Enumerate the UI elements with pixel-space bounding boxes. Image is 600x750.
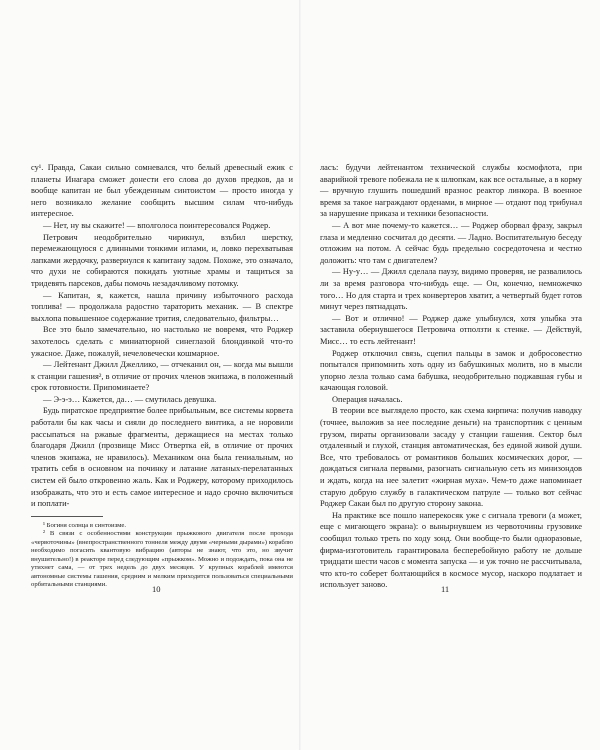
book-gutter [299,0,301,750]
left-paragraph-2: — Нет, ну вы скажите! — вполголоса поинтересовался Роджер. [43,220,271,230]
left-page-text [31,162,293,590]
footnote-divider [31,516,103,517]
right-paragraph-8: На практике все пошло наперекосяк уже с сигнала тревоги (а может, еще с мигающего экрана): о вынырнувшем из червоточины грузовике сообщил только треть по ходу зонд. Они вообще-то были одноразовые, фирма-изготовитель гарантировала бесперебойную работу не дольше тридцати шести часов с момента запуска — и уж точно не рассчитывала, что кто-то соберет болтающийся в космосе мусор, наскоро подлатает и использует заново. [320,510,582,590]
right-page-number: 11 [441,584,450,594]
footnote-2: ² В связи с особенностями конструкции прыжкового двигателя после прохода «червоточины» (внепространственного тоннеля между двумя «черными дырами») кораблю необходимо погасить квантовую вибрацию (авторы не знают, что это, но звучит внушительно!) в реакторе перед следующим «прыжком». Можно и подождать, пока она не утихнет сама, — от трех недель до двух месяцев. У крупных кораблей имеются автономные системы гашения, средним и мелким приходится пользоваться специальными орбитальными станциями. [31,530,293,589]
left-paragraph-5: Все это было замечательно, но настолько не вовремя, что Роджер захотелось сделать с миниатюрной синеглазой блондинкой что-то ужасное. Даже, пожалуй, нечеловечески кошмарное. [31,325,293,358]
left-paragraph-8: Будь пиратское предприятие более прибыльным, все системы корвета работали бы как часы и сияли до последнего винтика, а не норовили рассыпаться на ржавые фрагменты, держащиеся на местах только благодаря Джилл (прозвище Мисс Отвертка ей, в отличие от прочих членов экипажа, не нравилось). Механиком она была гениальным, но тратить себя в основном на починку и латание латаных-перелатанных систем ей было откровенно жаль. Как и Роджеру, которому приходилось изображать, что это и есть самое интересное и надо срочно включиться и поплати- [31,406,293,509]
left-page-number: 10 [152,584,161,594]
right-paragraph-1: ласъ: будучи лейтенантом технической службы космофлота, при аварийной тревоге побежала не к шлюпкам, как все остальные, а в корму — вручную глушить пошедший вразнос реактор линкора. В военное время за такое награждают орденами, в мирное — отдают под трибунал за нарушение приказа и техники безопасности. [320,163,582,219]
footnote-1: ¹ Богиня солнца в синтоизме. [43,521,126,529]
right-paragraph-6: Операция началась. [332,394,403,404]
right-page-text [320,162,582,591]
left-paragraph-3: Петрович неодобрительно чирикнул, взъбил шерстку, перемежающуюся с длинными тонкими иглами, и, ловко перехватывая лапками жердочку, развернулся к капитану задом. Похоже, это означало, что духи не собираются покидать уютные храмы и тащиться за тридевять парсеков, дабы помочь незадачливому потомку. [31,232,293,288]
left-paragraph-4: — Капитан, я, кажется, нашла причину избыточного расхода топлива! — продолжала радостно тараторить механик. — В спектре выхлопа повышенное содержание трития, следовательно, фильтры… [31,290,293,323]
right-paragraph-5: Роджер отключил связь, сцепил пальцы в замок и добросовестно попытался припомнить хоть одну из бабушкиных молитв, но в мысли упорно лезла только сама бабушка, неодобрительно поджавшая губы и качающая головой. [320,348,582,393]
left-paragraph-6: — Лейтенант Джилл Джеллико, — отчеканил он, — когда мы вышли к станции гашения², в отличие от прочих членов экипажа, в положенный срок готовности. Припоминаете? [31,360,293,393]
left-paragraph-7: — Э-э-э… Кажется, да… — смутилась девушка. [43,394,217,404]
right-paragraph-7: В теории все выглядело просто, как схема кирпича: получив наводку (точнее, выложив за нее последние деньги) на транспортник с ценным грузом, пираты организовали засаду у станции гашения. Сектор был отдаленный и глухой, станция автоматическая, без единой живой души. Все, что требовалось от романтиков больших космических дорог, — дождаться сигнала первыми, разогнать сигнальную сеть из минизондов и ждать, когда на нее залетит «жирная муха». Чем-то даже напоминает старую добрую службу в галактическом патруле — только вот сейчас Роджер Сакаи был по другую сторону закона. [320,406,582,509]
right-paragraph-3: — Ну-у… — Джилл сделала паузу, видимо проверяя, не развалилось ли за время разговора что-нибудь еще. — Он, конечно, немножечко того… Но для старта и трех конвертеров хватит, а четвертый будет готов минут через пятнадцать. [320,267,582,312]
right-paragraph-2: — А вот мне почему-то кажется… — Роджер оборвал фразу, закрыл глаза и медленно сосчитал до десяти. — Ладно. Воспитательную беседу отложим на потом. А сейчас будь предельно сосредоточена и честно доложить: что там с двигателем? [320,220,582,265]
right-paragraph-4: — Вот и отлично! — Роджер даже улыбнулся, хотя улыбка эта заставила обернувшегося Петровича отползти к стенке. — Действуй, Мисс… то есть лейтенант! [320,313,582,346]
left-paragraph-1: су¹. Правда, Сакаи сильно сомневался, что белый древесный ежик с планеты Инагара сможет донести его слова до духов предков, да и вообще капитан не был убежденным синтоистом — просто иногда у него возникало желание сообщить высшим силам что-нибудь интересное. [31,163,293,219]
